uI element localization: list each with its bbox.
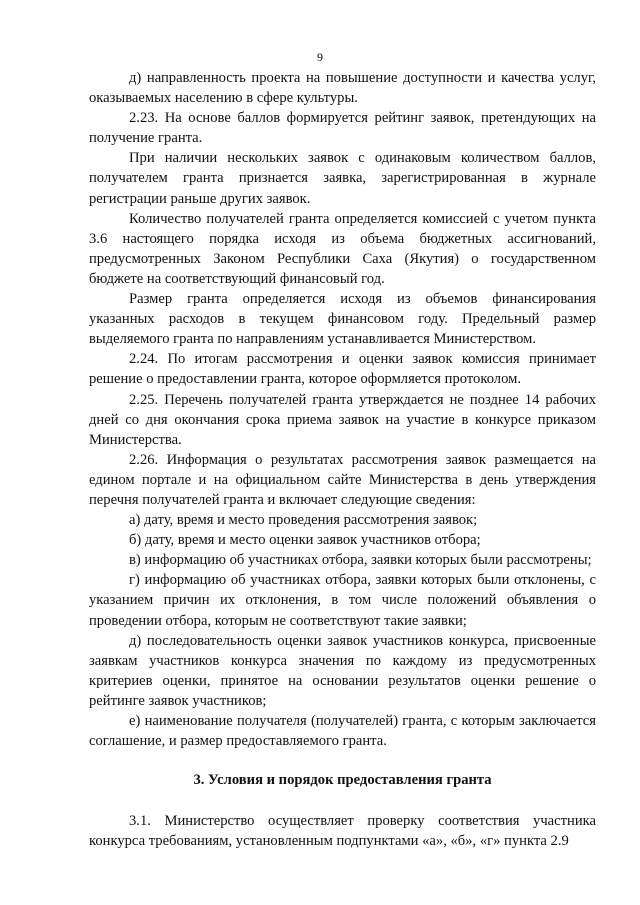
- list-item: г) информацию об участниках отбора, заявки которых были отклонены, с указанием причин их отклонения, в том числе положений объявления о проведении отбора, которым не соответствуют такие заявки;: [89, 572, 596, 629]
- paragraph: 2.23. На основе баллов формируется рейтинг заявок, претендующих на получение гранта.: [89, 110, 596, 147]
- paragraph: При наличии нескольких заявок с одинаковым количеством баллов, получателем гранта признается заявка, зарегистрированная в журнале регистрации раньше других заявок.: [89, 150, 596, 207]
- document-body: [89, 68, 596, 851]
- list-item: в) информацию об участниках отбора, заявки которых были рассмотрены;: [129, 552, 592, 569]
- page-number: 9: [317, 50, 323, 64]
- list-item: а) дату, время и место проведения рассмотрения заявок;: [129, 512, 478, 529]
- section-heading: 3. Условия и порядок предоставления гранта: [193, 772, 492, 789]
- paragraph: 2.24. По итогам рассмотрения и оценки заявок комиссия принимает решение о предоставлении гранта, которое оформляется протоколом.: [89, 351, 596, 388]
- paragraph: Размер гранта определяется исходя из объемов финансирования указанных расходов в текущем финансовом году. Предельный размер выделяемого гранта по направлениям устанавливается Министерством.: [89, 291, 596, 348]
- paragraph: 2.25. Перечень получателей гранта утверждается не позднее 14 рабочих дней со дня окончания срока приема заявок на участие в конкурсе приказом Министерства.: [89, 391, 596, 448]
- list-item: е) наименование получателя (получателей) гранта, с которым заключается соглашение, и размер предоставляемого гранта.: [89, 713, 596, 750]
- paragraph: Количество получателей гранта определяется комиссией с учетом пункта 3.6 настоящего порядка исходя из объема бюджетных ассигнований, предусмотренных Законом Республики Саха (Якутия) о государственном бюджете на соответствующий финансовый год.: [89, 210, 596, 287]
- paragraph: 3.1. Министерство осуществляет проверку соответствия участника конкурса требованиям, установленным подпунктами «а», «б», «г» пункта 2.9: [89, 813, 596, 850]
- paragraph: 2.26. Информация о результатах рассмотрения заявок размещается на едином портале и на официальном сайте Министерства в день утверждения перечня получателей гранта и включает следующие сведения:: [89, 451, 596, 508]
- list-item: б) дату, время и место оценки заявок участников отбора;: [129, 532, 481, 549]
- list-item: д) последовательность оценки заявок участников конкурса, присвоенные заявкам участников конкурса значения по каждому из предусмотренных критериев оценки, принятое на основании результатов оценки решение о рейтинге заявок участников;: [89, 632, 596, 709]
- paragraph: д) направленность проекта на повышение доступности и качества услуг, оказываемых населению в сфере культуры.: [89, 70, 596, 107]
